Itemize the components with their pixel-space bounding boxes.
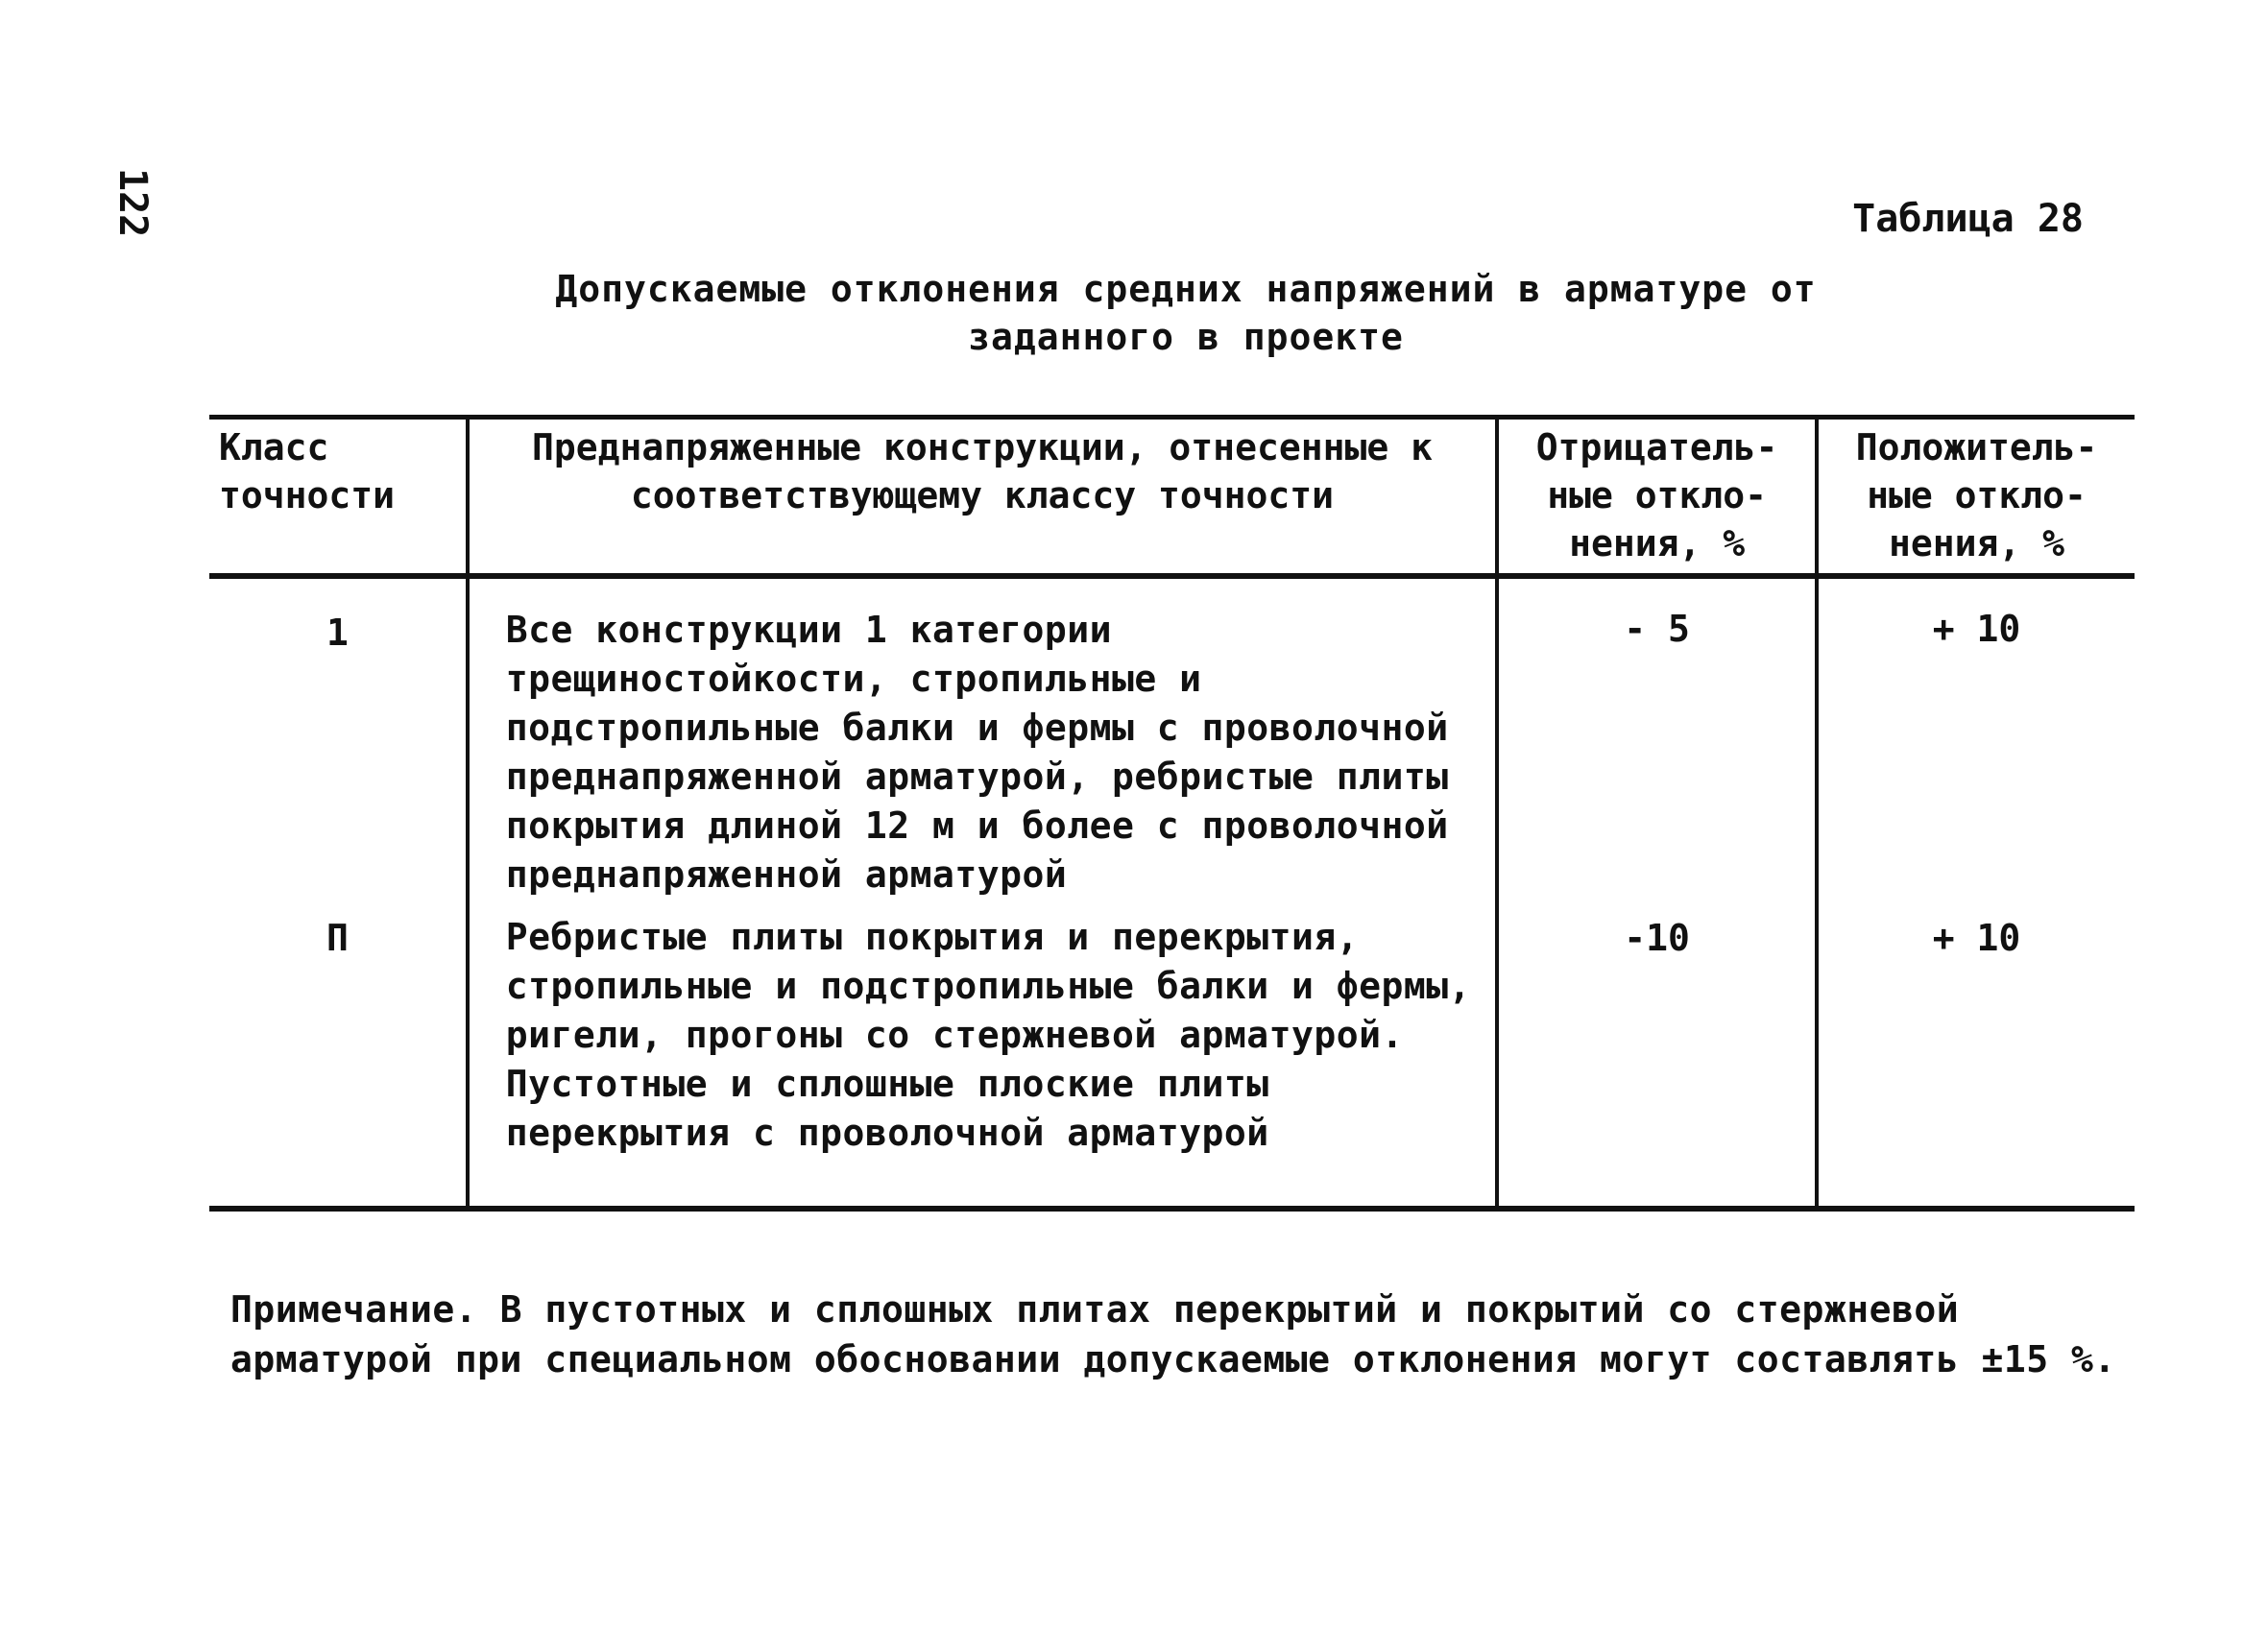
header-structures: Преднапряженные конструкции, отнесенные к соответствующему классу точности [468, 418, 1497, 577]
row-description: Все конструкции 1 категории трещиностойкости, стропильные и подстропильные балки и фермы с проволочной преднапряженной арматурой, ребристые плиты покрытия длиной 12 м и более с проволочной преднапряженной арматурой [468, 576, 1497, 909]
row-class: 1 [326, 612, 349, 654]
table-row [209, 576, 2135, 909]
deviation-table [209, 415, 2135, 1212]
table-row [209, 909, 2135, 1209]
note-text: В пустотных и сплошных плитах перекрытий и покрытий со стержневой арматурой при специальном обосновании допускаемые отклонения могут составлять ±15 %. [230, 1288, 2116, 1380]
header-class: Класс точности [219, 426, 396, 516]
table-note [230, 1284, 2132, 1384]
header-negative: Отрицатель-ные откло-нения, % [1497, 418, 1817, 577]
row-positive: + 10 [1817, 576, 2135, 909]
row-negative: -10 [1497, 909, 1817, 1209]
table-label: Таблица 28 [1852, 197, 2084, 241]
title-line-2: заданного в проекте [968, 316, 1404, 358]
note-label: Примечание. [230, 1288, 478, 1331]
title-line-1: Допускаемые отклонения средних напряжений в арматуре от [555, 268, 1817, 310]
document-title [480, 265, 1892, 361]
table-header-row [209, 418, 2135, 577]
row-description: Ребристые плиты покрытия и перекрытия, стропильные и подстропильные балки и фермы, ригели, прогоны со стержневой арматурой. Пустотные и сплошные плоские плиты перекрытия с проволочной арматурой [468, 909, 1497, 1209]
page-number: 122 [110, 168, 155, 238]
row-positive: + 10 [1817, 909, 2135, 1209]
header-positive: Положитель-ные откло-нения, % [1817, 418, 2135, 577]
row-negative: - 5 [1497, 576, 1817, 909]
row-class: П [326, 917, 349, 959]
